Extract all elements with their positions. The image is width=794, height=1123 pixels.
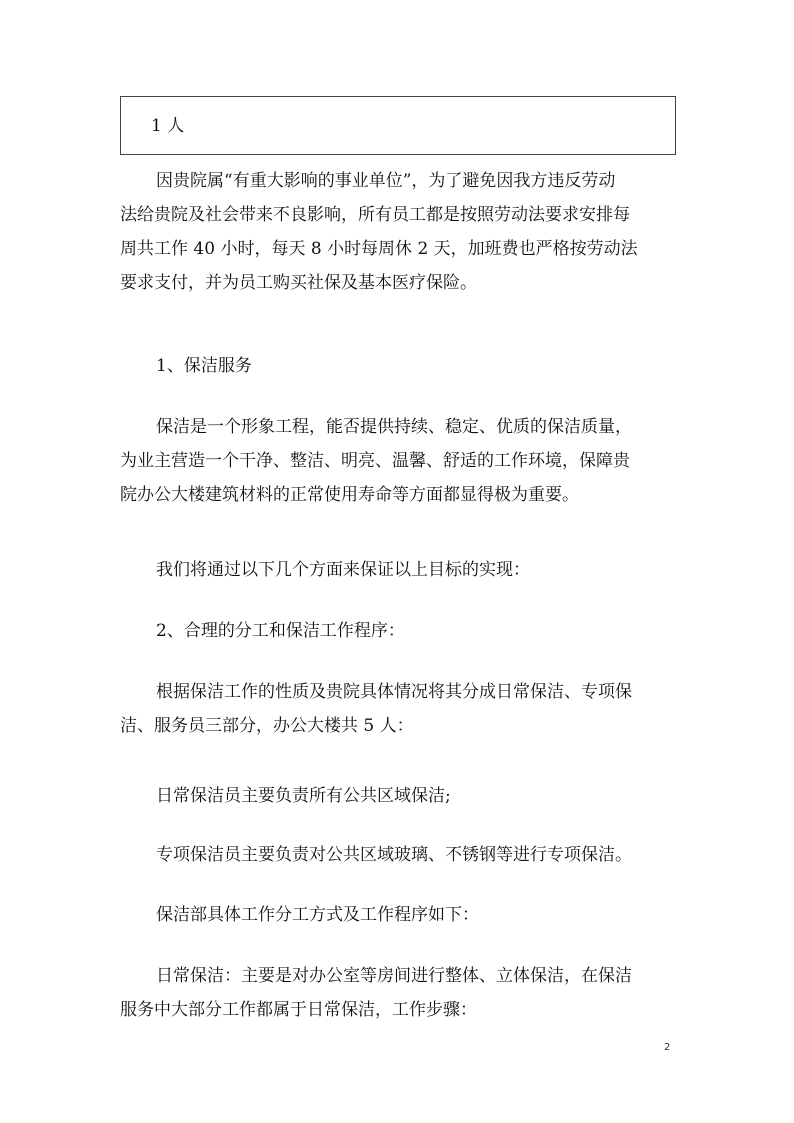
paragraph-procedure-intro xyxy=(120,898,680,932)
section-heading-division-of-work xyxy=(120,614,680,648)
paragraph-line: 洁、服务员三部分，办公大楼共 5 人： xyxy=(120,716,414,736)
paragraph-line: 为业主营造一个干净、整洁、明亮、温馨、舒适的工作环境，保障贵 xyxy=(120,451,630,471)
section-heading-cleaning-service xyxy=(120,349,680,383)
table-row-box xyxy=(120,96,676,155)
paragraph-staffing-compliance xyxy=(120,164,680,300)
page-number: 2 xyxy=(664,1042,671,1053)
paragraph-cleaning-categories xyxy=(120,675,680,743)
paragraph-special-cleaner-duty xyxy=(120,838,680,872)
paragraph-line: 服务中大部分工作都属于日常保洁，工作步骤： xyxy=(120,1000,477,1020)
paragraph-line: 保洁部具体工作分工方式及工作程序如下： xyxy=(156,905,479,925)
paragraph-line: 法给贵院及社会带来不良影响，所有员工都是按照劳动法要求安排每 xyxy=(120,205,630,225)
paragraph-goal-intro xyxy=(120,553,680,587)
paragraph-line: 日常保洁员主要负责所有公共区域保洁; xyxy=(156,786,451,806)
paragraph-daily-cleaner-duty xyxy=(120,779,680,813)
paragraph-cleaning-importance xyxy=(120,410,680,512)
paragraph-line: 要求支付，并为员工购买社保及基本医疗保险。 xyxy=(120,273,477,293)
paragraph-line: 保洁是一个形象工程，能否提供持续、稳定、优质的保洁质量， xyxy=(156,417,632,437)
paragraph-line: 周共工作 40 小时，每天 8 小时每周休 2 天，加班费也严格按劳动法 xyxy=(120,239,638,259)
paragraph-line: 因贵院属“有重大影响的事业单位”，为了避免因我方违反劳动 xyxy=(156,171,616,191)
paragraph-line: 日常保洁：主要是对办公室等房间进行整体、立体保洁，在保洁 xyxy=(156,966,632,986)
paragraph-daily-cleaning xyxy=(120,959,680,1027)
paragraph-line: 专项保洁员主要负责对公共区域玻璃、不锈钢等进行专项保洁。 xyxy=(156,845,632,865)
heading-line: 2、合理的分工和保洁工作程序： xyxy=(156,621,405,641)
paragraph-line: 院办公大楼建筑材料的正常使用寿命等方面都显得极为重要。 xyxy=(120,485,579,505)
paragraph-line: 我们将通过以下几个方面来保证以上目标的实现： xyxy=(156,560,530,580)
table-cell-text: 1 人 xyxy=(151,116,185,136)
paragraph-line: 根据保洁工作的性质及贵院具体情况将其分成日常保洁、专项保 xyxy=(156,682,632,702)
heading-line: 1、保洁服务 xyxy=(156,356,252,376)
